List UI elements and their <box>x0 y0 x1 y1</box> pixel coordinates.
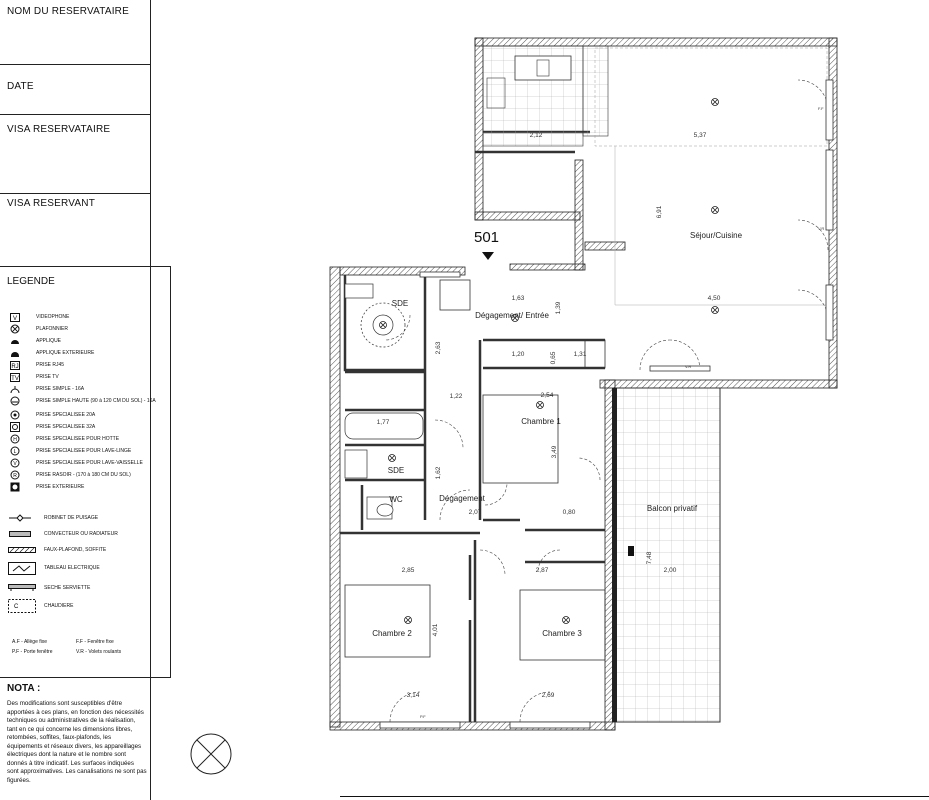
legend-item: V PRISE SPECIALISEE POUR LAVE-VAISSELLE <box>8 458 143 468</box>
dim-label: 1,31 <box>573 351 587 358</box>
abbr-af: A.F - Allège fixe <box>12 639 48 645</box>
divider-line <box>340 796 929 797</box>
dim-label: 1,22 <box>449 393 463 400</box>
dim-label: 2,85 <box>401 567 415 574</box>
dim-label: 0,65 <box>550 351 557 365</box>
dim-label: 4,50 <box>707 295 721 302</box>
room-label-sde-2: SDE <box>387 466 405 475</box>
dim-label: 5,37 <box>693 132 707 139</box>
dim-label: 6,91 <box>656 205 663 219</box>
room-label-sejour: Séjour/Cuisine <box>689 231 743 240</box>
legend-item: PRISE SPECIALISEE 20A <box>8 410 95 420</box>
svg-text:L: L <box>13 449 17 455</box>
legend-item: TABLEAU ELECTRIQUE <box>8 561 100 575</box>
window-tag: P.F <box>420 714 426 719</box>
dim-label: 2,00 <box>663 567 677 574</box>
legend-item: RJ PRISE RJ45 <box>8 360 64 370</box>
room-label-chambre-3: Chambre 3 <box>542 629 582 638</box>
window-tag: V.R <box>685 364 692 369</box>
electric-panel <box>628 546 634 556</box>
legend-item: SECHE SERVIETTE <box>8 583 90 593</box>
room-label-degagement-entree: Dégagement/ Entrée <box>475 311 549 320</box>
dim-label: 2,07 <box>468 509 482 516</box>
dim-label: 1,39 <box>555 301 562 315</box>
legend-item: CONVECTEUR OU RADIATEUR <box>8 529 118 539</box>
kitchen-tiles <box>583 46 608 136</box>
legend-item: PRISE EXTERIEURE <box>8 482 84 492</box>
room-label-chambre-2: Chambre 2 <box>372 629 412 638</box>
bath-fixtures <box>345 284 423 519</box>
legend-title: LEGENDE <box>7 276 55 287</box>
visa-reservant-label: VISA RESERVANT <box>7 198 96 209</box>
svg-text:H: H <box>13 437 17 443</box>
dim-label: 2,54 <box>540 392 554 399</box>
dim-label: 3,49 <box>551 445 558 459</box>
note-text: Des modifications sont susceptibles d'être apportées à ces plans, en fonction des nécessités techniques ou administratives de la réalisation, tant en ce qui concerne les dimensions libres, retombées, soffites, faux-plafonds, les équipements et réseaux divers, les appareillages électriques dont la nature et le nombre sont donnés à titre indicatif. Les surfaces indiquées sont approximatives. Les canalisations ne sont pas figurées. <box>7 700 147 784</box>
svg-text:C: C <box>14 604 19 610</box>
room-label-wc: WC <box>389 495 403 504</box>
false-ceiling-zone <box>595 48 827 146</box>
svg-text:R: R <box>13 473 17 479</box>
dim-label: 2,87 <box>535 567 549 574</box>
note-title: NOTA : <box>7 683 41 694</box>
nom-reservataire-label: NOM DU RESERVATAIRE <box>7 6 129 17</box>
room-label-degagement: Dégagement <box>439 494 485 503</box>
room-label-chambre-1: Chambre 1 <box>521 417 561 426</box>
window-tag: F.F <box>818 106 824 111</box>
dim-label: 3,14 <box>406 692 420 699</box>
dim-label: 2,69 <box>541 692 555 699</box>
compass-icon <box>189 732 233 781</box>
dim-label: 7,48 <box>646 551 653 565</box>
date-label: DATE <box>7 81 34 92</box>
legend-item: PRISE SPECIALISEE 32A <box>8 422 95 432</box>
legend-item: PRISE SIMPLE HAUTE (90 à 120 CM DU SOL) - 16A <box>8 396 156 406</box>
legend-item: V VIDEOPHONE <box>8 312 69 322</box>
legend-item: H PRISE SPECIALISEE POUR HOTTE <box>8 434 119 444</box>
room-label-balcon: Balcon privatif <box>646 504 698 513</box>
svg-text:V: V <box>13 461 17 467</box>
legend-item: ROBINET DE PUISAGE <box>8 513 98 523</box>
legend-item: C CHAUDIERE <box>8 599 73 613</box>
unit-number: 501 <box>474 229 500 246</box>
svg-text:V: V <box>12 315 18 322</box>
visa-reservataire-label: VISA RESERVATAIRE <box>7 124 111 135</box>
legend-item: APPLIQUE EXTERIEURE <box>8 348 94 358</box>
dim-label: 2,12 <box>529 132 543 139</box>
dim-label: 1,62 <box>435 466 442 480</box>
dim-label: 0,80 <box>562 509 576 516</box>
window-tag: V.R <box>818 226 825 231</box>
legend-item: PLAFONNIER <box>8 324 68 334</box>
legend-item: TV PRISE TV <box>8 372 59 382</box>
exterior-walls <box>330 38 837 730</box>
room-label-sde-1: SDE <box>391 299 409 308</box>
legend-item: R PRISE RASOIR - (170 à 180 CM DU SOL) <box>8 470 131 480</box>
dim-label: 1,20 <box>511 351 525 358</box>
legend-item: FAUX-PLAFOND, SOFFITE <box>8 545 106 555</box>
legend-item: PRISE SIMPLE - 16A <box>8 384 84 394</box>
dim-label: 4,01 <box>432 623 439 637</box>
legend-item: APPLIQUE <box>8 336 61 346</box>
dim-label: 1,63 <box>511 295 525 302</box>
entry-arrow-icon <box>482 252 494 260</box>
kitchen-sink <box>515 56 571 80</box>
balcony-railing <box>612 388 617 722</box>
dim-label: 1,77 <box>376 419 390 426</box>
abbr-ff: F.F - Fenêtre fixe <box>76 639 114 645</box>
abbr-pf: P.F - Porte fenêtre <box>12 649 53 655</box>
dim-label: 2,63 <box>435 341 442 355</box>
svg-text:TV: TV <box>11 375 19 382</box>
svg-text:RJ: RJ <box>11 363 19 370</box>
abbr-vr: V.R - Volets roulants <box>76 649 122 655</box>
legend-item: L PRISE SPECIALISEE POUR LAVE-LINGE <box>8 446 131 456</box>
